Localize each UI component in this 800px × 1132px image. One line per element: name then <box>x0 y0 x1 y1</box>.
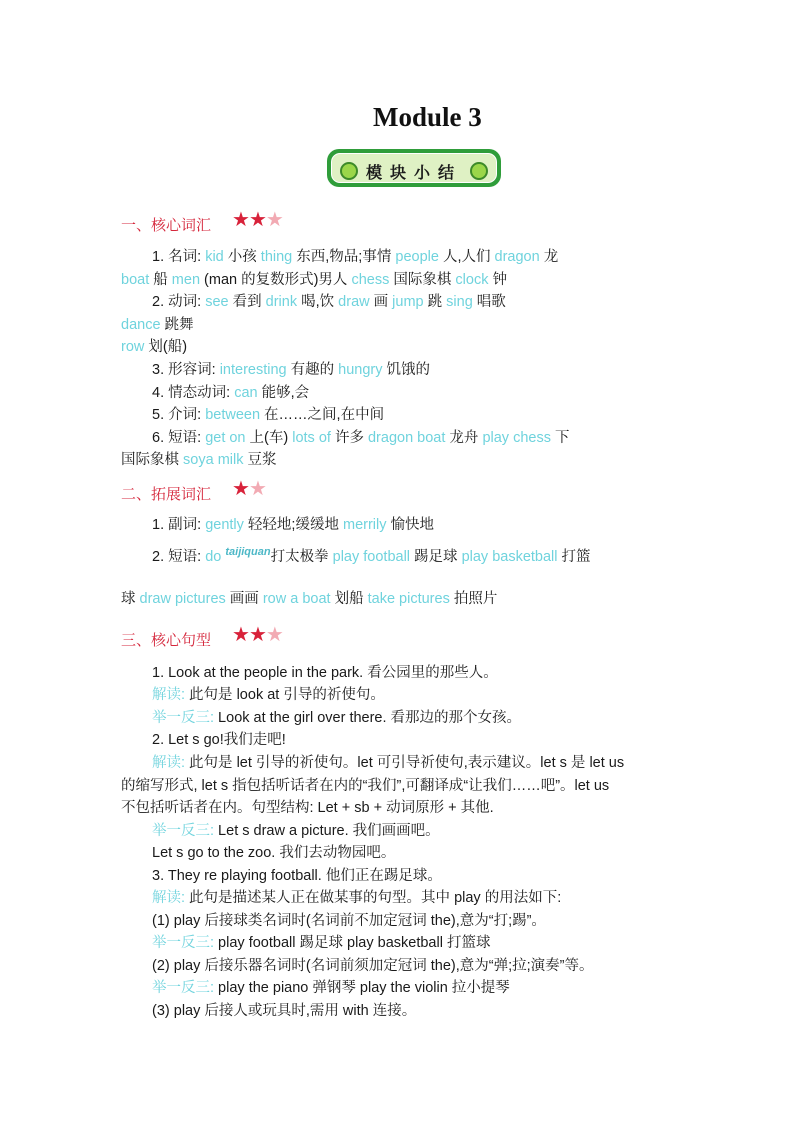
banner-label: 模块小结 <box>365 165 462 182</box>
text-fragment: merrily <box>342 517 387 533</box>
text-fragment: Look at the girl over there. 看那边的那个女孩。 <box>214 710 522 726</box>
text-fragment: gently <box>205 517 244 533</box>
star-icon: ★ <box>248 478 266 500</box>
text-fragment: 球 <box>121 591 140 607</box>
text-fragment: dragon <box>494 249 540 265</box>
explanation-line: (2) play 后接乐器名词时(名词前须加定冠词 the),意为“弹;拉;演奏”等。 <box>152 958 594 974</box>
text-fragment: kid <box>205 249 224 265</box>
text-fragment: draw <box>338 294 370 310</box>
page-title: Module 3 <box>373 102 482 132</box>
explanation-line: (1) play 后接球类名词时(名词前不加定冠词 the),意为“打;踢”。 <box>152 913 546 929</box>
star-icon: ★ <box>248 209 266 231</box>
vocab-line <box>121 451 277 469</box>
vocab-line <box>121 338 187 356</box>
text-fragment: drink <box>265 294 298 310</box>
module-summary-banner <box>327 149 501 187</box>
text-fragment: dance <box>121 317 161 333</box>
text-fragment: 6. 短语: <box>152 430 206 446</box>
explanation-line <box>152 889 561 907</box>
text-fragment: 上(车) <box>245 430 293 446</box>
text-fragment: 在……之间,在中间 <box>260 407 385 423</box>
star-icon: ★ <box>265 209 283 231</box>
example-line <box>152 709 521 727</box>
example-line <box>152 822 440 840</box>
text-fragment: 饥饿的 <box>382 362 431 378</box>
text-fragment: 龙 <box>539 249 559 265</box>
text-fragment: 拍照片 <box>449 591 498 607</box>
text-fragment: 豆浆 <box>243 452 277 468</box>
text-fragment: 许多 <box>330 430 368 446</box>
text-fragment: 跳 <box>423 294 447 310</box>
text-fragment: 钟 <box>488 272 507 288</box>
text-fragment: interesting <box>219 362 287 378</box>
text-fragment: 人,人们 <box>438 249 495 265</box>
text-fragment: taijiquan <box>225 546 271 558</box>
section-heading-extended-vocab: 二、拓展词汇 <box>121 486 212 503</box>
rating-stars <box>232 625 283 645</box>
text-fragment: take pictures <box>367 591 450 607</box>
text-fragment: get on <box>205 430 246 446</box>
text-fragment: between <box>205 407 261 423</box>
text-fragment: 举一反三: <box>152 823 215 839</box>
vocab-line <box>152 406 384 424</box>
text-fragment: play football 踢足球 play basketball 打篮球 <box>214 935 491 951</box>
text-fragment: 2. 动词: <box>152 294 206 310</box>
vocab-line <box>152 248 558 266</box>
section-heading-core-vocab: 一、核心词汇 <box>121 217 212 234</box>
text-fragment: 此句是 let 引导的祈使句。let 可引导祈使句,表示建议。let s 是 let us <box>185 755 625 771</box>
text-fragment: sing <box>446 294 473 310</box>
text-fragment: 东西,物品;事情 <box>292 249 396 265</box>
text-fragment: 1. 副词: <box>152 517 206 533</box>
vocab-line <box>152 361 430 379</box>
text-fragment: play football <box>332 549 411 565</box>
text-fragment: lots of <box>292 430 331 446</box>
text-fragment: boat <box>121 272 150 288</box>
text-fragment: 2. 短语: <box>152 549 206 565</box>
text-fragment: 踢足球 <box>410 549 462 565</box>
text-fragment: 解读: <box>152 890 186 906</box>
text-fragment: 此句是描述某人正在做某事的句型。其中 play 的用法如下: <box>185 890 562 906</box>
text-fragment: 看到 <box>228 294 266 310</box>
explanation-line <box>152 686 385 704</box>
text-fragment: play chess <box>482 430 551 446</box>
text-fragment: men <box>171 272 201 288</box>
text-fragment: 画 <box>369 294 393 310</box>
text-fragment: 举一反三: <box>152 935 215 951</box>
vocab-line <box>121 316 194 334</box>
text-fragment: 下 <box>550 430 570 446</box>
text-fragment: 小孩 <box>223 249 261 265</box>
text-fragment: play basketball <box>461 549 558 565</box>
text-fragment: 打太极拳 <box>270 549 333 565</box>
text-fragment: clock <box>455 272 489 288</box>
text-fragment: row a boat <box>262 591 331 607</box>
text-fragment: 画画 <box>225 591 263 607</box>
text-fragment: row <box>121 339 145 355</box>
text-fragment: 划(船) <box>144 339 188 355</box>
text-fragment: 划船 <box>330 591 368 607</box>
explanation-line: 不包括听话者在内。句型结构: Let + sb + 动词原形 + 其他. <box>121 800 494 816</box>
star-icon: ★ <box>248 624 266 646</box>
text-fragment: jump <box>392 294 424 310</box>
vocab-line <box>152 516 434 534</box>
text-fragment: 愉快地 <box>386 517 435 533</box>
text-fragment: 1. 名词: <box>152 249 206 265</box>
text-fragment: dragon boat <box>367 430 446 446</box>
text-fragment: 船 <box>149 272 172 288</box>
text-fragment: 举一反三: <box>152 710 215 726</box>
text-fragment: (man 的复数形式)男人 <box>200 272 352 288</box>
text-fragment: play the piano 弹钢琴 play the violin 拉小提琴 <box>214 980 510 996</box>
text-fragment: draw pictures <box>139 591 226 607</box>
text-fragment: 国际象棋 <box>121 452 184 468</box>
example-line <box>152 979 510 997</box>
star-icon: ★ <box>265 624 283 646</box>
star-icon: ★ <box>232 209 249 231</box>
text-fragment: 能够,会 <box>257 385 310 401</box>
vocab-line <box>121 271 507 289</box>
text-fragment: thing <box>260 249 293 265</box>
text-fragment: 解读: <box>152 755 186 771</box>
explanation-line: 的缩写形式, let s 指包括听话者在内的“我们”,可翻译成“让我们……吧”。let us <box>121 778 610 794</box>
sentence-line: 3. They re playing football. 他们正在踢足球。 <box>152 868 442 884</box>
text-fragment: 解读: <box>152 687 186 703</box>
text-fragment: hungry <box>338 362 383 378</box>
sentence-line: 2. Let s go!我们走吧! <box>152 732 286 748</box>
vocab-line <box>152 429 570 447</box>
text-fragment: 有趣的 <box>286 362 339 378</box>
rating-stars <box>232 210 283 230</box>
text-fragment: 打篮 <box>557 549 591 565</box>
star-icon: ★ <box>232 478 249 500</box>
explanation-line: (3) play 后接人或玩具时,需用 with 连接。 <box>152 1003 417 1019</box>
text-fragment: 举一反三: <box>152 980 215 996</box>
text-fragment: Let s draw a picture. 我们画画吧。 <box>214 823 440 839</box>
text-fragment: 龙舟 <box>445 430 483 446</box>
text-fragment: do <box>205 549 222 565</box>
text-fragment: 4. 情态动词: <box>152 385 235 401</box>
star-icon: ★ <box>232 624 249 646</box>
text-fragment: 3. 形容词: <box>152 362 220 378</box>
text-fragment: 轻轻地;缓缓地 <box>243 517 343 533</box>
rating-stars <box>232 479 266 499</box>
text-fragment: can <box>234 385 258 401</box>
vocab-line <box>121 590 497 608</box>
text-fragment: 此句是 look at 引导的祈使句。 <box>185 687 385 703</box>
text-fragment: 5. 介词: <box>152 407 206 423</box>
text-fragment: 国际象棋 <box>389 272 456 288</box>
section-heading-core-sentences: 三、核心句型 <box>121 632 212 649</box>
vocab-line <box>152 384 309 402</box>
vocab-line <box>152 548 591 567</box>
explanation-line <box>152 754 624 772</box>
text-fragment: 喝,饮 <box>297 294 339 310</box>
text-fragment: 跳舞 <box>160 317 194 333</box>
text-fragment: chess <box>351 272 390 288</box>
text-fragment: see <box>205 294 229 310</box>
text-fragment: soya milk <box>183 452 244 468</box>
text-fragment: 唱歌 <box>472 294 506 310</box>
sentence-line: 1. Look at the people in the park. 看公园里的那些人。 <box>152 665 498 681</box>
vocab-line <box>152 293 506 311</box>
example-line <box>152 934 490 952</box>
text-fragment: people <box>395 249 439 265</box>
example-line: Let s go to the zoo. 我们去动物园吧。 <box>152 845 396 861</box>
